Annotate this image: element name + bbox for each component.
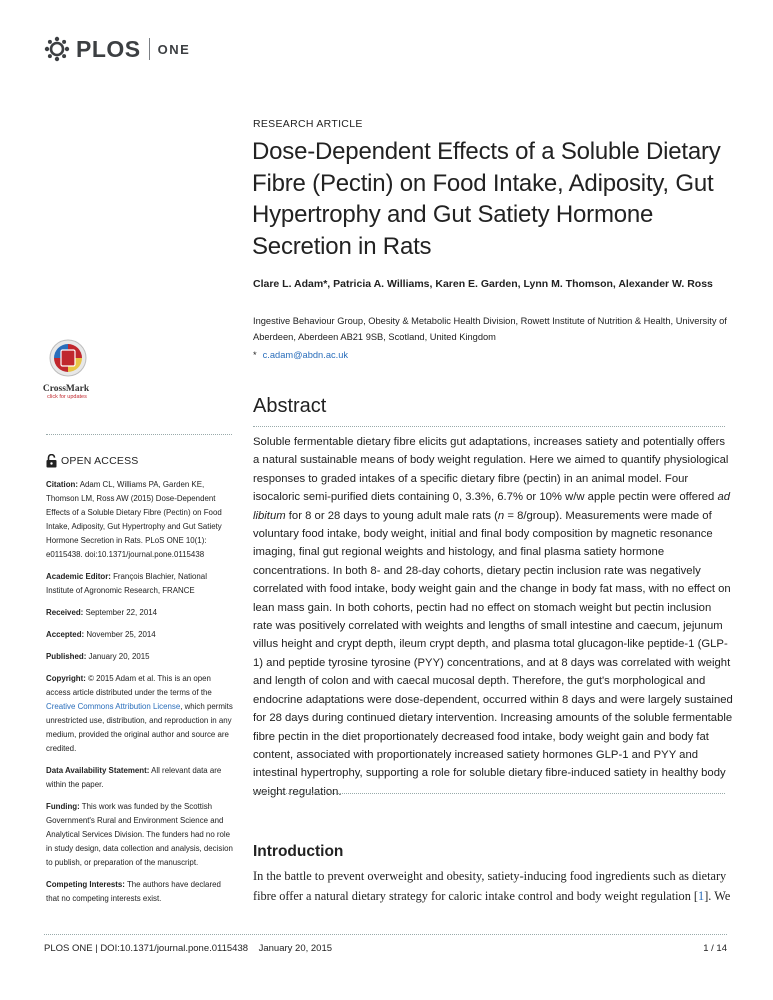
email-link[interactable]: c.adam@abdn.ac.uk <box>262 350 349 360</box>
received-date: September 22, 2014 <box>83 608 157 617</box>
editor-text: François Blachier, National Institute of Agronomic Research, FRANCE <box>46 572 207 595</box>
competing-interests-text: The authors have declared that no competing interests exist. <box>46 880 221 903</box>
published-date: January 20, 2015 <box>86 652 150 661</box>
logo-journal-text: ONE <box>157 41 191 57</box>
published-label: Published: <box>46 652 87 661</box>
copyright-block <box>46 672 234 756</box>
crossmark-label: CrossMark <box>42 384 90 394</box>
citation-text: Adam CL, Williams PA, Garden KE, Thomson LM, Ross AW (2015) Dose-Dependent Effects of a Soluble Dietary Fibre (Pectin) on Food Intake, Adiposity, Gut Hypertrophy and Gut Satiety Hormone Secretion in Rats. PLoS ONE 10(1): e0115438. doi:10.1371/journal.pone.0115438 <box>46 480 222 559</box>
corresponding-email-row <box>253 350 348 360</box>
funding-text: This work was funded by the Scottish Government's Rural and Environment Science and Analytical Services Division. The funders had no role in study design, data collection and analysis, decision to publish, or preparation of the manuscript. <box>46 802 233 867</box>
plos-logo-icon <box>44 36 70 62</box>
article-type-label: RESEARCH ARTICLE <box>253 118 363 130</box>
license-link[interactable]: Creative Commons Attribution License <box>46 702 181 711</box>
citation-block <box>46 478 234 562</box>
copyright-label: Copyright: <box>46 674 86 683</box>
received-label: Received: <box>46 608 84 617</box>
abstract-heading: Abstract <box>253 395 327 417</box>
introduction-text-part: ]. We <box>704 889 731 903</box>
editor-label: Academic Editor: <box>46 572 111 581</box>
open-access-label: OPEN ACCESS <box>61 455 139 467</box>
published-block <box>46 650 234 664</box>
abstract-italic-n: n <box>497 509 505 522</box>
competing-interests-label: Competing Interests: <box>46 880 125 889</box>
accepted-date: November 25, 2014 <box>84 630 156 639</box>
abstract-italic-ad-libitum: ad libitum <box>253 491 731 522</box>
copyright-text: , which permits unrestricted use, distribution, and reproduction in any medium, provided the original author and source are credited. <box>46 702 233 753</box>
abstract-text-part: = 8/group). Measurements were made of voluntary food intake, body weight, initial and final body composition by magnetic resonance imaging, final gut regional weights and histology, and final plasma satiety hormone concentrations. In both 8- and 28-day cohorts, dietary pectin inclusion rate was negatively correlated with food intake, body weight gain and the change in body fat mass, with no effect on lean mass gain. In both cohorts, pectin had no effect on stomach weight but pectin inclusion rate was positively correlated with weights and lengths of small intestine and caecum, jejunum villus height and crypt depth, ileum crypt depth, and plasma total glucagon-like peptide-1 (GLP-1) and peptide tyrosine tyrosine (PYY) concentrations, and at 8 days was correlated with weight and length of colon and with caecal mucosal depth. Therefore, the gut's morphological and endocrine adaptations were dose-dependent, occurred within 8 days and were largely sustained for 28 days during continued dietary intervention. Increasing amounts of the soluble fermentable fibre pectin in the diet proportionately decreased food intake, body weight gain and body fat content, associated with proportionately increased satiety hormones GLP-1 and PYY and intestinal hypertrophy, supporting a role for soluble dietary fibre-induced satiety in healthy body weight regulation. <box>253 509 733 798</box>
data-availability-label: Data Availability Statement: <box>46 766 150 775</box>
affiliation: Ingestive Behaviour Group, Obesity & Metabolic Health Division, Rowett Institute of Nutrition & Health, University of Aberdeen, Aberdeen AB21 9SB, Scotland, United Kingdom <box>253 316 727 342</box>
logo-plos-text: PLOS <box>76 35 141 62</box>
crossmark-sublabel: click for updates <box>47 394 87 400</box>
plos-one-logo[interactable] <box>44 34 190 64</box>
abstract-text <box>253 433 733 801</box>
email-marker: * <box>253 350 257 360</box>
copyright-text: © 2015 Adam et al. This is an open access article distributed under the terms of the <box>46 674 212 697</box>
page-number: 1 / 14 <box>703 943 727 954</box>
reference-link-1[interactable]: 1 <box>698 889 705 903</box>
abstract-divider-top <box>253 426 725 427</box>
abstract-text-part: Soluble fermentable dietary fibre elicits gut adaptations, increases satiety and potentially offers a natural sustainable means of body weight regulation. Here we aimed to quantify physiological responses to graded intakes of a specific dietary fibre (pectin) in an animal model. Four isocaloric semi-purified diets containing 0, 3.3%, 6.7% or 10% w/w apple pectin were offered <box>253 436 729 504</box>
footer-citation: PLOS ONE | DOI:10.1371/journal.pone.0115438 January 20, 2015 <box>44 943 333 954</box>
introduction-text <box>253 866 733 906</box>
footer-divider <box>44 934 727 935</box>
crossmark-badge[interactable] <box>42 338 90 400</box>
accepted-block <box>46 628 234 642</box>
author-list: Clare L. Adam*, Patricia A. Williams, Karen E. Garden, Lynn M. Thomson, Alexander W. Ross <box>253 278 713 290</box>
competing-interests-block <box>46 878 234 906</box>
open-lock-icon <box>46 454 57 468</box>
logo-divider <box>149 38 150 60</box>
article-title: Dose-Dependent Effects of a Soluble Dietary Fibre (Pectin) on Food Intake, Adiposity, Gut Hypertrophy and Gut Satiety Hormone Secretion in Rats <box>252 138 721 260</box>
accepted-label: Accepted: <box>46 630 85 639</box>
data-availability-block <box>46 764 234 792</box>
editor-block <box>46 570 234 598</box>
article-info-sidebar <box>46 478 234 914</box>
introduction-text-part: In the battle to prevent overweight and obesity, satiety-inducing food ingredients such as dietary fibre offer a natural dietary strategy for caloric intake control and body weight regulation [ <box>253 869 727 903</box>
data-availability-text: All relevant data are within the paper. <box>46 766 222 789</box>
open-access-badge <box>46 454 138 468</box>
received-block <box>46 606 234 620</box>
introduction-heading: Introduction <box>253 843 344 860</box>
abstract-text-part: for 8 or 28 days to young adult male rats ( <box>285 509 498 522</box>
sidebar-divider <box>46 434 232 435</box>
citation-label: Citation: <box>46 480 78 489</box>
funding-block <box>46 800 234 870</box>
funding-label: Funding: <box>46 802 80 811</box>
abstract-divider-bottom <box>253 793 725 794</box>
crossmark-icon <box>46 338 90 378</box>
